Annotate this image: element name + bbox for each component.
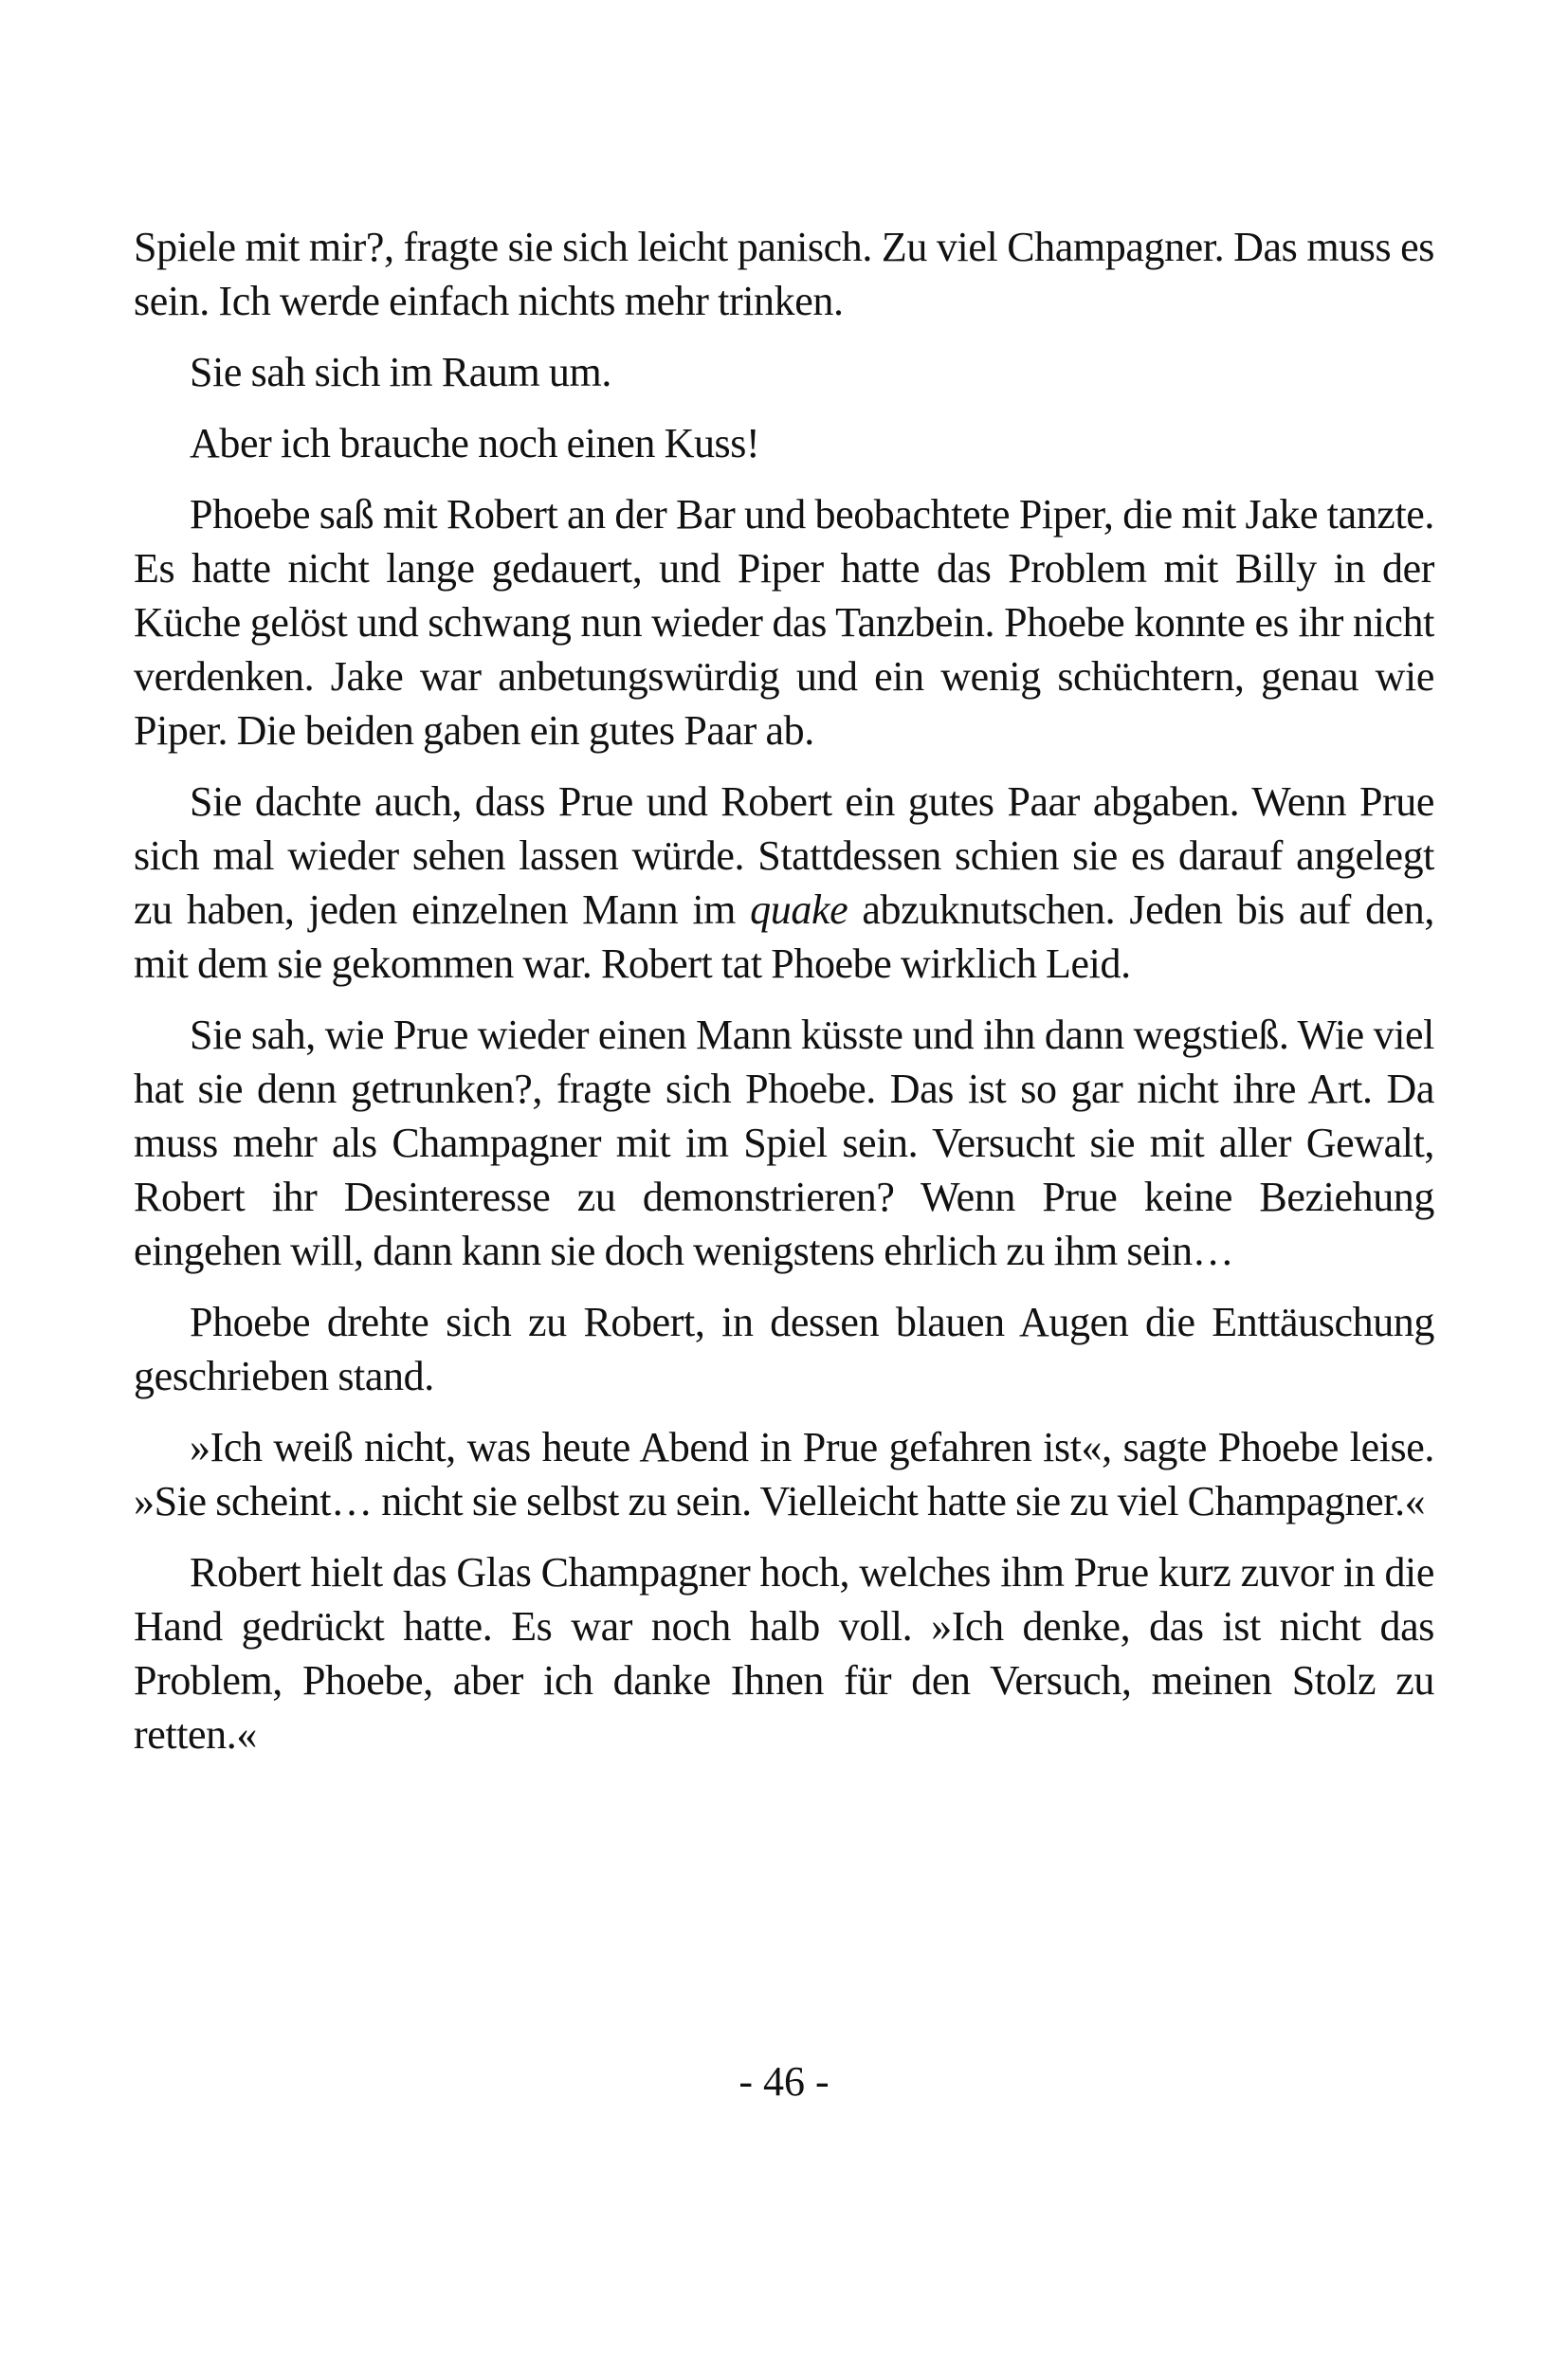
paragraph (134, 220, 1434, 328)
paragraph (134, 1008, 1434, 1278)
text-run: »Ich weiß nicht, was heute Abend in Prue gefahren ist«, sagte Phoebe leise. »Sie scheint… nicht sie selbst zu sein. Vielleicht hatte sie zu viel Champagner.« (134, 1424, 1434, 1524)
paragraph (134, 487, 1434, 757)
paragraph (134, 775, 1434, 991)
paragraph (134, 345, 1434, 399)
paragraph (134, 1295, 1434, 1403)
text-run: Sie dachte auch, dass Prue und Robert ein gutes Paar abgaben. Wenn Prue sich mal wieder sehen lassen würde. Stattdessen schien sie es darauf angelegt zu haben, jeden einzelnen Mann im (134, 778, 1434, 933)
italic-text: quake (750, 886, 848, 933)
body-text (134, 220, 1434, 1779)
text-run: abzuknutschen. Jeden bis auf den, mit dem sie gekommen war. Robert tat Phoebe wirklich Leid. (134, 886, 1434, 987)
text-run: Sie sah sich im Raum um. (190, 349, 611, 395)
text-run: Phoebe drehte sich zu Robert, in dessen blauen Augen die Enttäuschung geschrieben stand. (134, 1299, 1434, 1399)
text-run: Spiele mit mir?, fragte sie sich leicht panisch. Zu viel Champagner. Das muss es sein. Ich werde einfach nichts mehr trinken. (134, 224, 1434, 324)
paragraph (134, 416, 1434, 470)
text-run: Sie sah, wie Prue wieder einen Mann küsste und ihn dann wegstieß. Wie viel hat sie denn getrunken?, fragte sich Phoebe. Das ist so gar nicht ihre Art. Da muss mehr als Champagner mit im Spiel sein. Versucht sie mit aller Gewalt, Robert ihr Desinteresse zu demonstrieren? Wenn Prue keine Beziehung eingehen will, dann kann sie doch wenigstens ehrlich zu ihm sein… (134, 1012, 1434, 1274)
text-run: Robert hielt das Glas Champagner hoch, welches ihm Prue kurz zuvor in die Hand gedrückt hatte. Es war noch halb voll. »Ich denke, das ist nicht das Problem, Phoebe, aber ich danke Ihnen für den Versuch, meinen Stolz zu retten.« (134, 1549, 1434, 1758)
text-run: Aber ich brauche noch einen Kuss! (190, 420, 760, 466)
paragraph (134, 1420, 1434, 1528)
text-run: Phoebe saß mit Robert an der Bar und beobachtete Piper, die mit Jake tanzte. Es hatte nicht lange gedauert, und Piper hatte das Problem mit Billy in der Küche gelöst und schwang nun wieder das Tanzbein. Phoebe konnte es ihr nicht verdenken. Jake war anbetungswürdig und ein wenig schüchtern, genau wie Piper. Die beiden gaben ein gutes Paar ab. (134, 491, 1434, 754)
paragraph (134, 1545, 1434, 1761)
page-number: - 46 - (738, 2058, 830, 2105)
